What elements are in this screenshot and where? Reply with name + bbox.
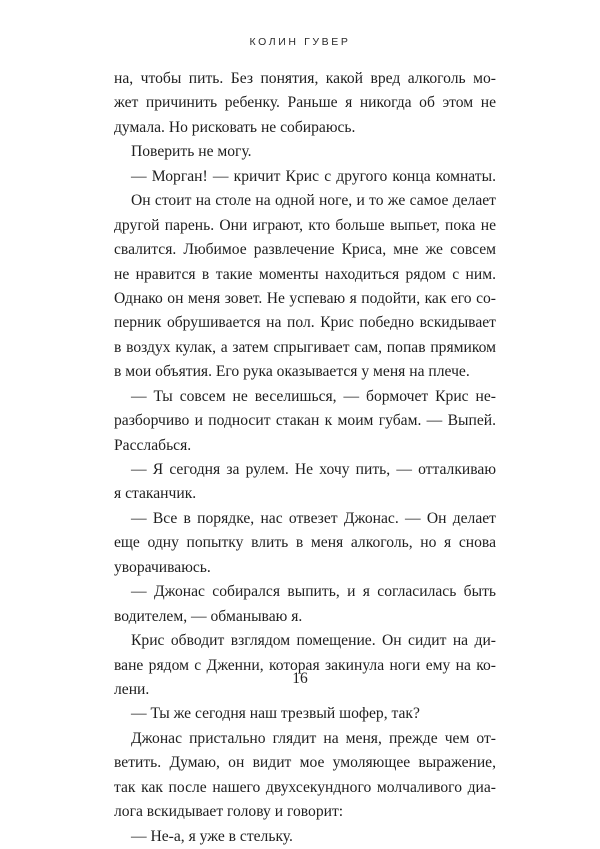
text-line: — Не-а, я уже в стельку. <box>131 827 293 845</box>
text-line: — Я сегодня за рулем. Не хочу пить, — отталкиваю <box>131 461 496 478</box>
text-line: другой парень. Они играют, кто больше выпьет, пока не <box>114 216 496 234</box>
text-line: — Все в порядке, нас отвезет Джонас. — Он делает <box>131 509 496 527</box>
text-line: еще одну попытку влить в меня алкоголь, но я снова <box>114 534 496 552</box>
text-line: Поверить не могу. <box>131 143 252 161</box>
text-line: перник обрушивается на пол. Крис победно вскидывает <box>114 314 496 332</box>
text-line: водителем, — обманываю я. <box>114 607 303 625</box>
text-line: я стаканчик. <box>114 485 197 503</box>
text-line: — Морган! — кричит Крис с другого конца комнаты. <box>131 167 496 185</box>
running-head: КОЛИН ГУВЕР <box>249 36 351 48</box>
text-line: в мои объятия. Его рука оказывается у меня на плече. <box>114 363 470 381</box>
text-line: не нравится в такие моменты находиться рядом с ним. <box>114 265 496 283</box>
text-line: — Ты совсем не веселишься, — бормочет Крис не- <box>131 387 496 405</box>
text-line: — Ты же сегодня наш трезвый шофер, так? <box>131 705 420 723</box>
text-line: лога вскидывает голову и говорит: <box>114 803 344 821</box>
text-line: — Джонас собирался выпить, и я согласилась быть <box>131 583 496 601</box>
text-line: Крис обводит взглядом помещение. Он сидит на ди- <box>131 632 496 650</box>
body-text <box>114 67 496 849</box>
text-line: свалится. Любимое развлечение Криса, мне же совсем <box>114 241 496 259</box>
text-line: уворачиваюсь. <box>114 558 211 576</box>
text-line: Он стоит на столе на одной ноге, и то же самое делает <box>131 192 496 210</box>
text-line: ветить. Думаю, он видит мое умоляющее выражение, <box>114 754 496 772</box>
page-number: 16 <box>292 670 308 687</box>
text-line: ване рядом с Дженни, которая закинула ноги ему на ко- <box>114 656 496 674</box>
text-line: разборчиво и подносит стакан к моим губам. — Выпей. <box>114 412 496 430</box>
text-line: в воздух кулак, а затем спрыгивает сам, попав прямиком <box>114 338 496 356</box>
text-line: думала. Но рисковать не собираюсь. <box>114 118 356 136</box>
text-line: так как после нашего двухсекундного молчаливого диа- <box>114 778 496 796</box>
text-line: лени. <box>114 680 150 698</box>
text-line: жет причинить ребенку. Раньше я никогда об этом не <box>114 94 496 112</box>
text-line: Джонас пристально глядит на меня, прежде чем от- <box>131 729 496 747</box>
text-line: Расслабься. <box>114 436 192 454</box>
text-line: Однако он меня зовет. Не успеваю я подойти, как его со- <box>114 289 496 307</box>
text-line: на, чтобы пить. Без понятия, какой вред алкоголь мо- <box>114 70 496 87</box>
